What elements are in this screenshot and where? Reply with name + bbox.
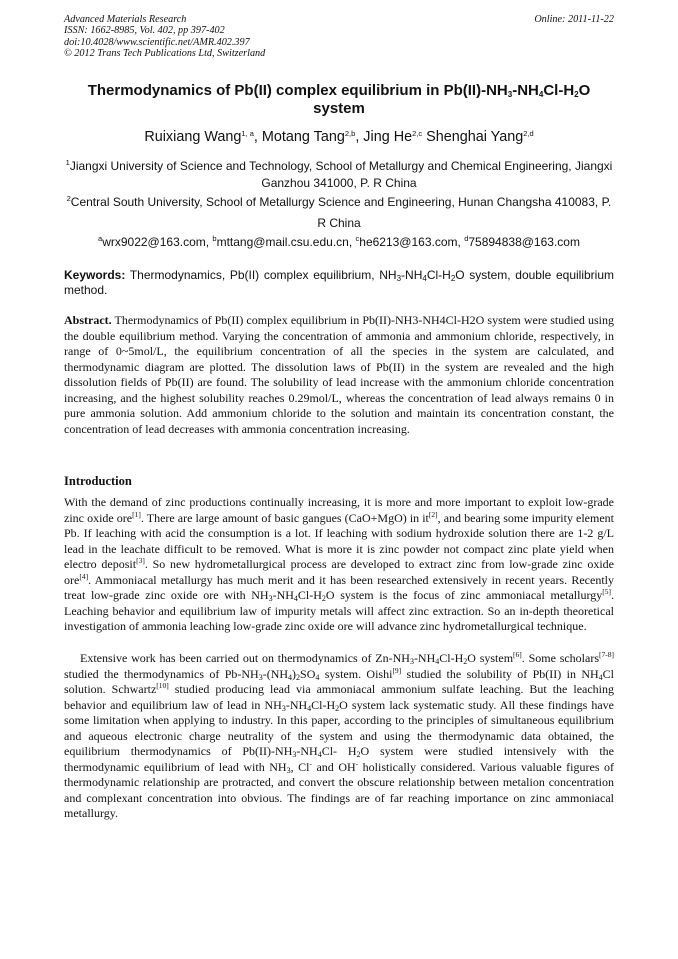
keywords-label: Keywords: <box>64 268 126 282</box>
journal-header <box>64 14 265 60</box>
citation[interactable]: [9] <box>392 665 402 675</box>
citation[interactable]: [7-8] <box>599 650 615 659</box>
doi-line[interactable]: doi:10.4028/www.scientific.net/AMR.402.397 <box>64 36 250 48</box>
citation[interactable]: [5] <box>602 587 611 596</box>
abstract-label: Abstract. <box>64 313 112 327</box>
issn-line: ISSN: 1662-8985, Vol. 402, pp 397-402 <box>64 25 225 37</box>
affiliation-2: $^2$Central South University, School of Metallurgy Science and Engineering, Hunan Changsha 410083, P. R China <box>66 194 612 230</box>
abstract-text: Thermodynamics of Pb(II) complex equilibrium in Pb(II)-NH3-NH4Cl-H2O system were studied using the double equilibrium method. Varying the concentration of ammonia and ammonium chloride, respectively, in range of 0~5mol/L, the equilibrium concentration of all the species in the system are calculated, and thermodynamic diagram are plotted. The dissolution laws of Pb(II) in the system are revealed and the high dissolution fields of Pb(II) are found. The solubility of lead increase with the ammonium chloride concentration increasing, and the highest solubility reaches 0.29mol/L, whereas the concentration of lead always remains 0 in pure ammonia solution. Add ammonium chloride to the solution and maintain its concentration constant, the concentration of lead decreases with ammonia concentration increasing. <box>64 313 614 436</box>
keywords: Keywords: Thermodynamics, Pb(II) complex equilibrium, $NH_3-NH_4Cl-H_2O$ system, double equilibrium method. <box>64 268 615 297</box>
journal-name: Advanced Materials Research <box>64 14 187 25</box>
abstract <box>64 313 614 437</box>
email-link[interactable]: wrx9022@163.com, <box>102 235 213 249</box>
email-link[interactable]: he6213@163.com, <box>359 235 465 249</box>
author-list: Ruixiang Wang$^{1, a}$, Motang Tang$^{2,b}$, Jing He$^{2,c}$ Shenghai Yang$^{2,d}$ <box>144 129 534 145</box>
author: , Motang Tang <box>253 129 345 145</box>
intro-paragraph-2: Extensive work has been carried out on thermodynamics of $Zn-NH_3-NH_4Cl-H_2O$ system[6]. Some scholars[7-8] studied the thermodynamics of $Pb-NH_3-(NH_4)_2SO_4$ system. Oishi[9] studied the solubility of Pb(II) in $NH_4Cl$ solution. Schwartz[10] studied producing lead via ammoniacal ammonium sulfate leaching. But the leaching behavior and equilibrium law of lead in $NH_3-NH_4Cl-H_2O$ system lack systematic study. All these findings have some limitation when applying to industry. In this paper, according to the principles of simultaneous equilibrium and aqueous electronic charge neutrality of the system and using the thermodynamic data obtained, the equilibrium thermodynamics of $Pb(II)-NH_3-NH_4Cl-$ $H_2O$ system were studied intensively with the thermodynamic equilibrium of lead with $NH_3$, Cl- and OH- holistically considered. Various valuable figures of thermodynamic relationship are protracted, and convert the obscure relationship between metalion concentration and complexant concentration into obvious. The findings are of far reaching importance on zinc ammoniacal metallurgy. <box>64 650 615 820</box>
paper-title: Thermodynamics of Pb(II) complex equilibrium in $Pb(II)-NH_3-NH_4Cl-H_2O$ system <box>87 82 591 117</box>
email-link[interactable]: 75894838@163.com <box>468 235 580 249</box>
author: Ruixiang Wang <box>144 129 242 145</box>
citation[interactable]: [1] <box>132 509 141 519</box>
section-heading-introduction: Introduction <box>64 474 132 488</box>
email-link[interactable]: mttang@mail.csu.edu.cn, <box>216 235 356 249</box>
citation[interactable]: [4] <box>79 571 89 581</box>
author-emails: $^a$wrx9022@163.com, $^b$mttang@mail.csu.edu.cn, $^c$he6213@163.com, $^d$75894838@163.com <box>98 234 580 249</box>
citation[interactable]: [2] <box>428 509 438 519</box>
author: Shenghai Yang <box>422 129 524 145</box>
affiliation-1: $^1$Jiangxi University of Science and Technology, School of Metallurgy and Chemical Engineering, Jiangxi Ganzhou 341000, P. R China <box>65 158 613 190</box>
citation[interactable]: [3] <box>136 556 145 565</box>
author: , Jing He <box>355 129 413 145</box>
citation[interactable]: [6] <box>513 650 522 659</box>
citation[interactable]: [10] <box>156 681 169 690</box>
online-date: Online: 2011-11-22 <box>534 14 614 25</box>
copyright-line: © 2012 Trans Tech Publications Ltd, Switzerland <box>64 48 266 60</box>
intro-paragraph-1: With the demand of zinc productions continually increasing, it is more and more important to exploit low-grade zinc oxide ore[1]. There are large amount of basic gangues (CaO+MgO) in it[2], and bearing some impurity element Pb. If leaching with acid the consumption is a lot. If leaching with sodium hydroxide solution there are 1-2 g/L lead in the leachate difficult to be removed. What is more it is zinc powder not compact zinc plate yield when electro deposit[3]. So new hydrometallurgical process are developed to extract zinc from low-grade zinc oxide ore[4]. Ammoniacal metallurgy has much merit and it has been researched extensively in recent years. Recently treat low-grade zinc oxide ore with $NH_3-NH_4Cl-H_2O$ system is the focus of zinc ammoniacal metallurgy[5]. Leaching behavior and equilibrium law of impurity metals will affect zinc extraction. So an in-depth theoretical investigation of ammonia leaching low-grade zinc oxide ore will advance zinc hydrometallurgical technique. <box>64 495 615 633</box>
